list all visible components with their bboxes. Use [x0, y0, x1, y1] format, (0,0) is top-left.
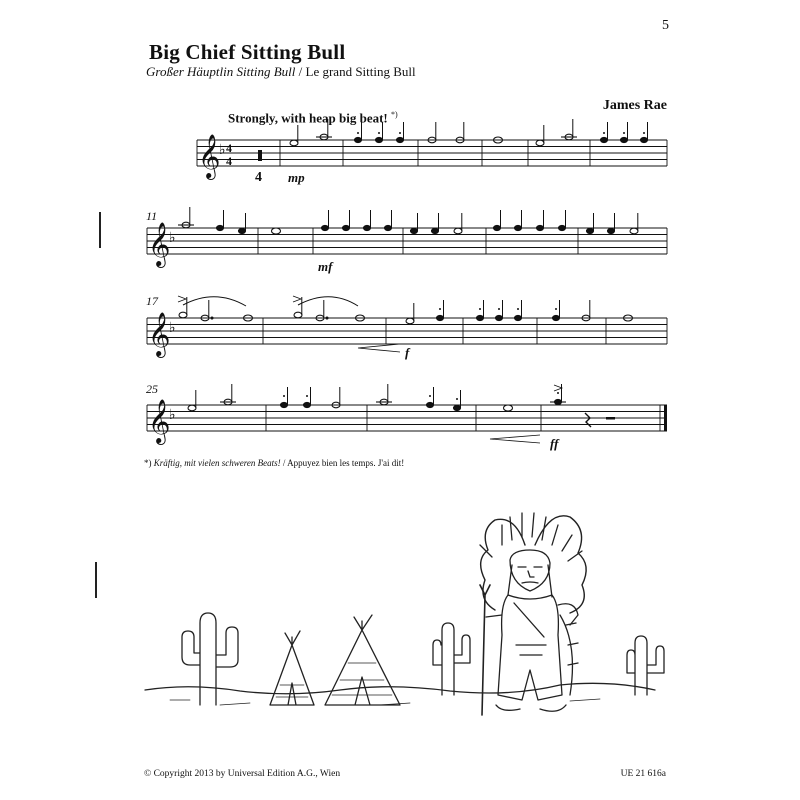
rest-count: 4 [255, 170, 262, 185]
final-barline [664, 405, 667, 431]
staff-system-3 [147, 318, 667, 344]
illustration-chief-desert [130, 505, 670, 745]
svg-text:𝄞: 𝄞 [148, 222, 171, 266]
clef-1 [198, 134, 220, 180]
dynamic-f: f [405, 345, 410, 360]
tempo-text: Strongly, with heap big beat! [228, 110, 388, 126]
multi-rest [258, 150, 262, 161]
catalog-number: UE 21 616a [620, 769, 666, 779]
clef-3 [148, 312, 170, 358]
key-signature-3: ♭ [169, 320, 176, 336]
key-signature-2: ♭ [169, 230, 176, 246]
tipi-large [325, 615, 400, 705]
footnote [144, 458, 404, 468]
footnote-separator: / [280, 458, 288, 468]
subtitle-separator: / [295, 64, 306, 79]
copyright: © Copyright 2013 by Universal Edition A.G., Wien [144, 769, 341, 779]
page-number: 5 [662, 18, 669, 33]
dynamic-ff: ff [550, 436, 559, 451]
clef-2 [148, 222, 170, 268]
svg-text:𝄞: 𝄞 [198, 134, 221, 178]
footnote-german: Kräftig, mit vielen schweren Beats! [153, 458, 281, 468]
measure-number-11: 11 [146, 209, 158, 223]
piece-title: Big Chief Sitting Bull [149, 40, 346, 64]
staff-system-1 [197, 140, 667, 166]
time-sig-top: 4 [226, 141, 232, 155]
dynamic-mf: mf [318, 259, 333, 274]
composer: James Rae [602, 98, 667, 113]
tempo-footnote-mark: *) [391, 110, 398, 119]
key-signature-1: ♭ [219, 142, 226, 158]
subtitle-german: Großer Häuptlin Sitting Bull [146, 64, 296, 79]
measure-number-17: 17 [146, 294, 158, 308]
cactus-left [182, 613, 238, 705]
time-sig-bottom: 4 [226, 154, 232, 168]
clef-4 [148, 399, 170, 445]
staff-system-4 [147, 405, 667, 431]
svg-text:𝄞: 𝄞 [148, 399, 171, 443]
key-signature-4: ♭ [169, 407, 176, 423]
subtitle-french: Le grand Sitting Bull [305, 64, 416, 79]
measure-number-25: 25 [146, 382, 158, 396]
footnote-mark: *) [144, 458, 152, 468]
footnote-french: Appuyez bien les temps. J'ai dit! [287, 458, 405, 468]
svg-text:𝄞: 𝄞 [148, 312, 171, 356]
dynamic-mp: mp [288, 170, 305, 185]
cactus-middle [433, 623, 470, 695]
